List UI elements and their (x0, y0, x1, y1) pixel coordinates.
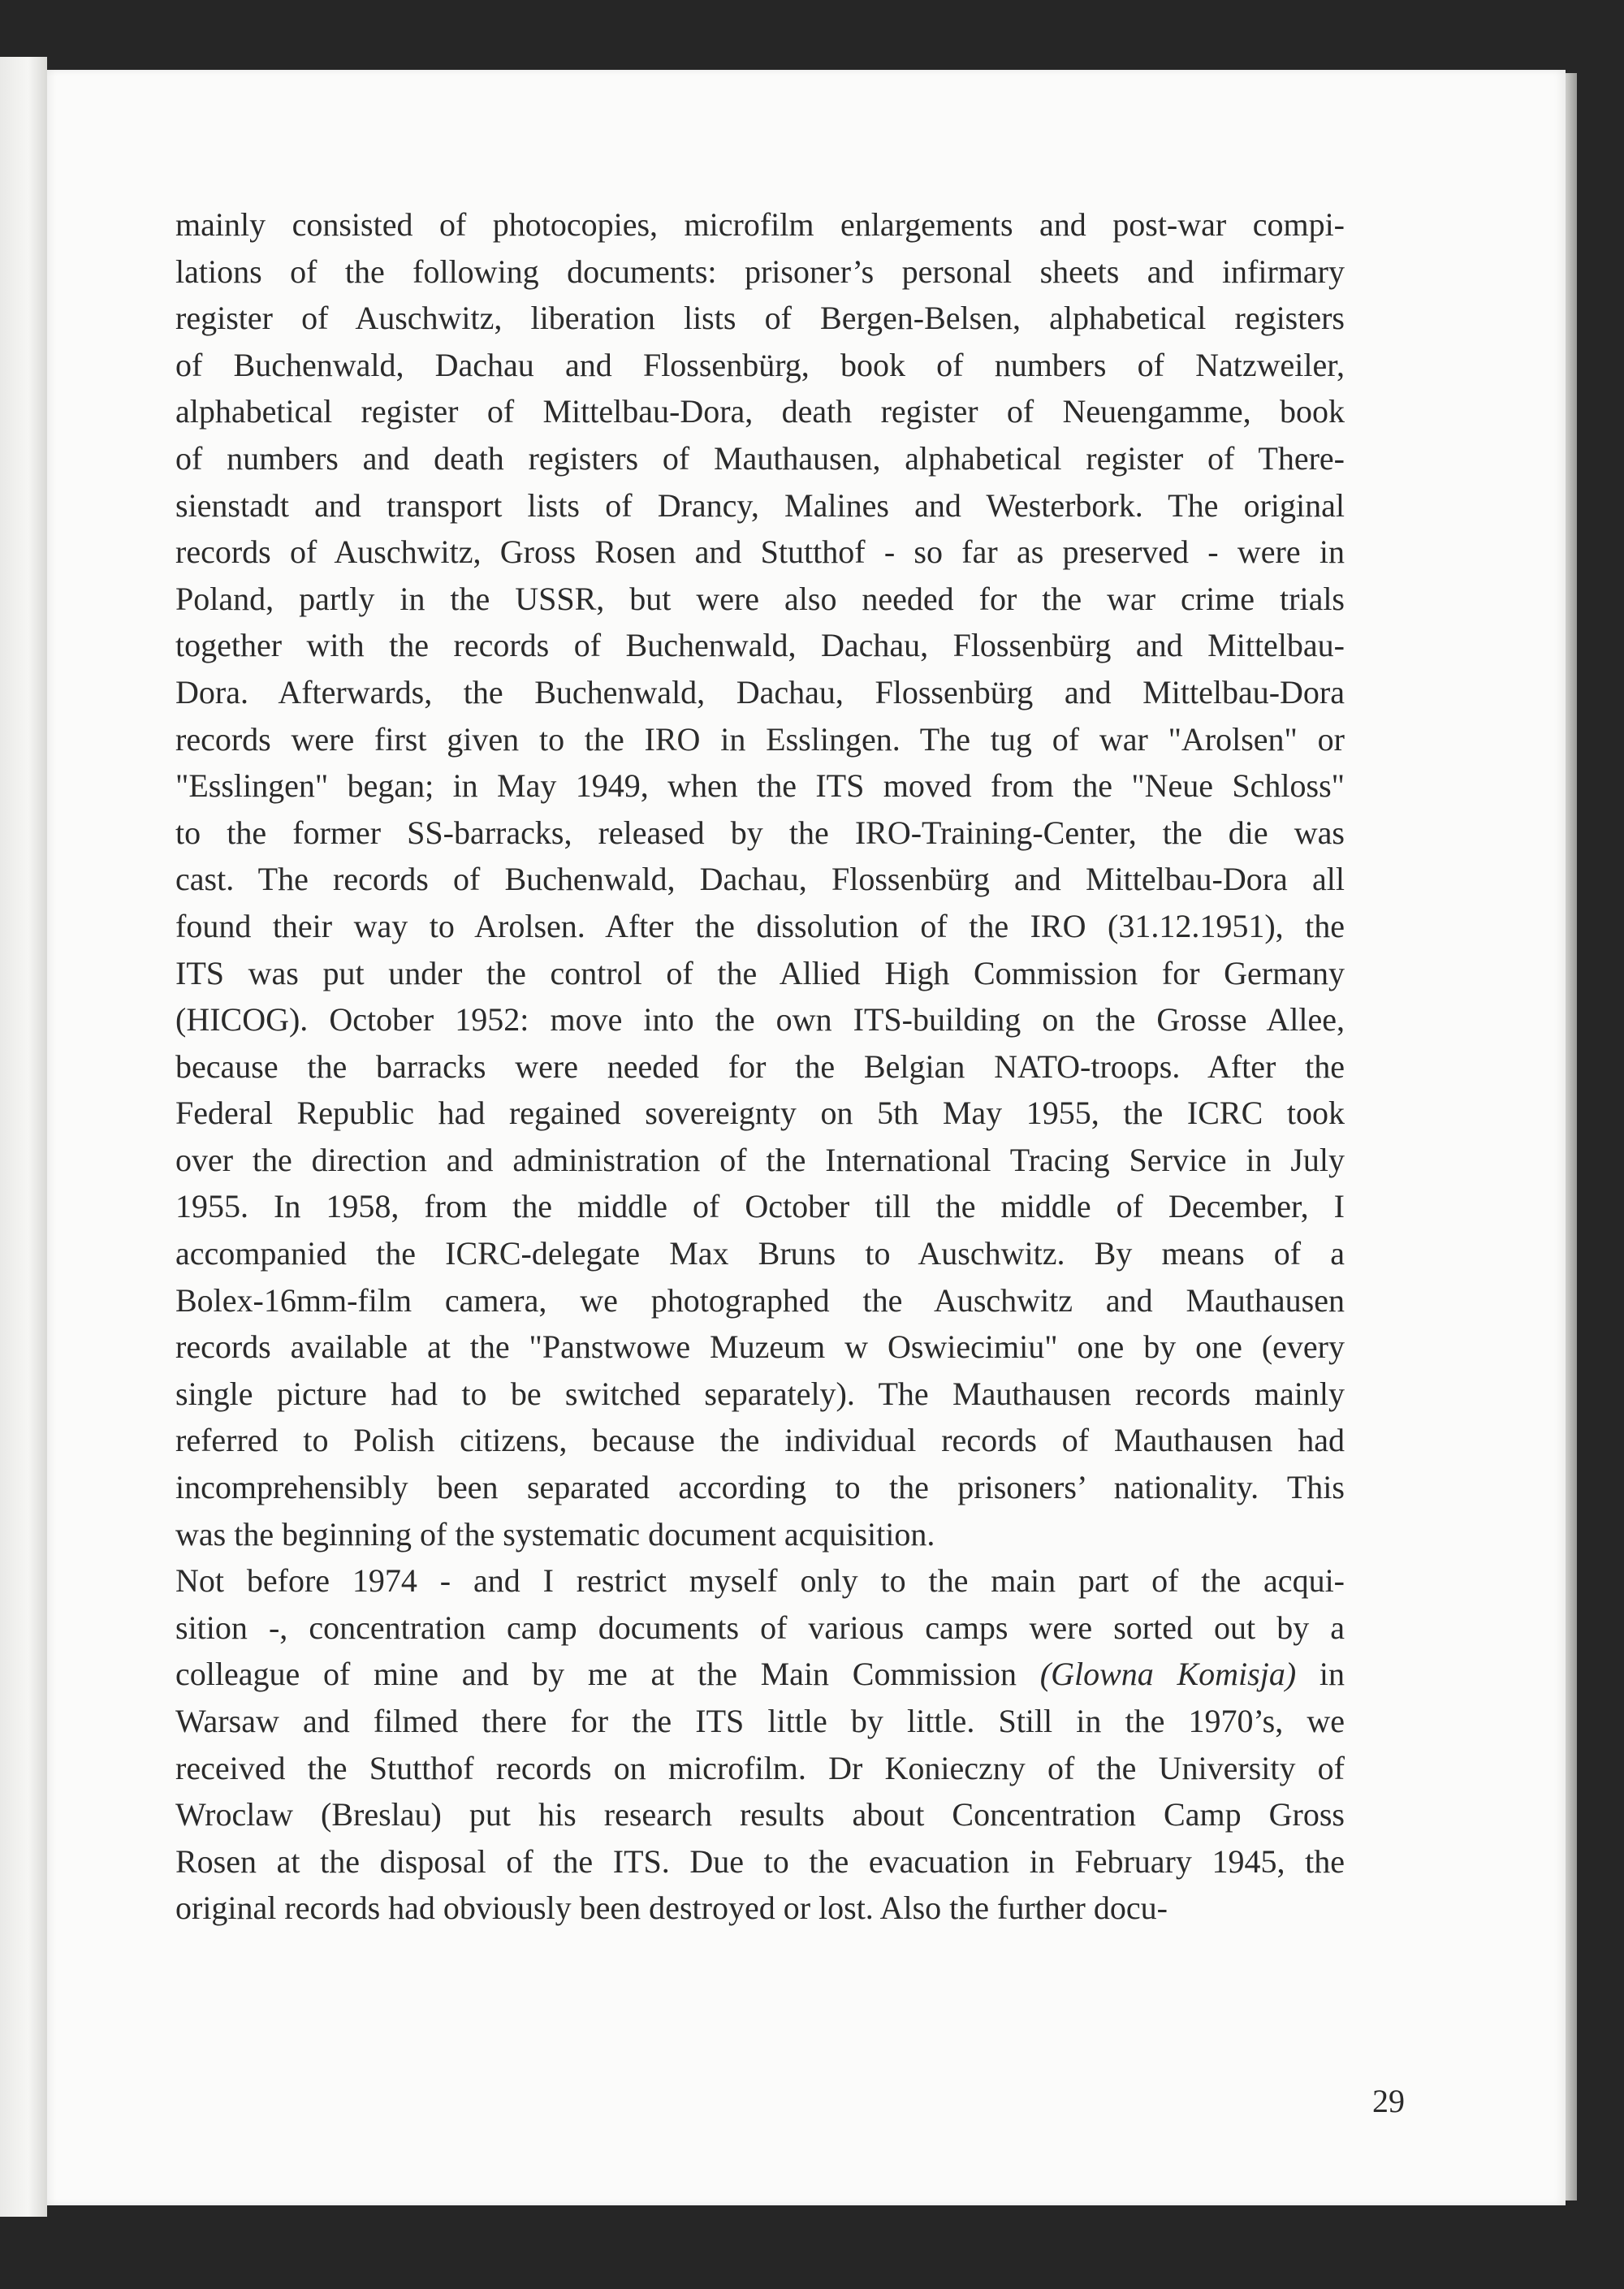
text-line: Warsaw and filmed there for the ITS little by little. Still in the 1970’s, we (175, 1703, 1345, 1739)
text-line: mainly consisted of photocopies, microfilm enlargements and post-war compi- (175, 206, 1345, 243)
text-line: Wroclaw (Breslau) put his research results about Concentration Camp Gross (175, 1796, 1345, 1833)
text-line: sienstadt and transport lists of Drancy, Malines and Westerbork. The original (175, 486, 1345, 524)
text-line: to the former SS-barracks, released by the IRO-Training-Center, the die was (175, 814, 1345, 851)
text-line: alphabetical register of Mittelbau-Dora, death register of Neuengamme, book (175, 393, 1345, 430)
text-line: Rosen at the disposal of the ITS. Due to the evacuation in February 1945, the (175, 1842, 1345, 1880)
text-line: lations of the following documents: prisoner’s personal sheets and infirmary (175, 253, 1345, 290)
text-line: of Buchenwald, Dachau and Flossenbürg, book of numbers of Natzweiler, (175, 346, 1345, 383)
text-line: 1955. In 1958, from the middle of October till the middle of December, I (175, 1188, 1345, 1225)
body-text (175, 201, 1345, 1932)
paragraph-1 (175, 201, 1345, 1557)
text-line: (HICOG). October 1952: move into the own ITS-building on the Grosse Allee, (175, 1001, 1345, 1039)
text-line: colleague of mine and by me at the Main Commission (Glowna Komisja) in (175, 1656, 1345, 1693)
page-edge-shadow (1566, 73, 1577, 2200)
text-line: records of Auschwitz, Gross Rosen and Stutthof - so far as preserved - were in (175, 533, 1345, 571)
text-line: Dora. Afterwards, the Buchenwald, Dachau, Flossenbürg and Mittelbau-Dora (175, 673, 1345, 710)
text-line: received the Stutthof records on microfilm. Dr Konieczny of the University of (175, 1749, 1345, 1786)
paragraph-2 (175, 1557, 1345, 1932)
text-line: accompanied the ICRC-delegate Max Bruns to Auschwitz. By means of a (175, 1235, 1345, 1272)
text-fragment: in (1296, 1656, 1345, 1693)
text-line: Not before 1974 - and I restrict myself only to the main part of the acqui- (175, 1562, 1345, 1600)
text-line: incomprehensibly been separated according to the prisoners’ nationality. This (175, 1469, 1345, 1506)
text-line: Bolex-16mm-film camera, we photographed the Auschwitz and Mauthausen (175, 1281, 1345, 1319)
text-line: records available at the "Panstwowe Muzeum w Oswiecimiu" one by one (every (175, 1328, 1345, 1366)
text-line: found their way to Arolsen. After the dissolution of the IRO (31.12.1951), the (175, 907, 1345, 944)
text-line: sition -, concentration camp documents of various camps were sorted out by a (175, 1609, 1345, 1646)
text-line: of numbers and death registers of Mauthausen, alphabetical register of There- (175, 439, 1345, 477)
text-line: over the direction and administration of the International Tracing Service in July (175, 1141, 1345, 1178)
text-line: records were first given to the IRO in Esslingen. The tug of war "Arolsen" or (175, 720, 1345, 758)
text-line: because the barracks were needed for the Belgian NATO-troops. After the (175, 1047, 1345, 1085)
text-line: "Esslingen" began; in May 1949, when the ITS moved from the "Neue Schloss" (175, 767, 1345, 805)
text-line: together with the records of Buchenwald, Dachau, Flossenbürg and Mittelbau- (175, 627, 1345, 664)
text-line: was the beginning of the systematic document acquisition. (175, 1515, 935, 1553)
text-line: original records had obviously been destroyed or lost. Also the further docu- (175, 1890, 1168, 1927)
previous-page-edge (0, 57, 47, 2217)
text-line: cast. The records of Buchenwald, Dachau, Flossenbürg and Mittelbau-Dora all (175, 861, 1345, 898)
text-line: Poland, partly in the USSR, but were also needed for the war crime trials (175, 580, 1345, 617)
text-line: ITS was put under the control of the Allied High Commission for Germany (175, 954, 1345, 991)
text-line: referred to Polish citizens, because the individual records of Mauthausen had (175, 1422, 1345, 1459)
page-number: 29 (1372, 2083, 1405, 2119)
italic-phrase: (Glowna Komisja) (1039, 1656, 1297, 1693)
text-line: single picture had to be switched separately). The Mauthausen records mainly (175, 1375, 1345, 1412)
text-line: Federal Republic had regained sovereignty on 5th May 1955, the ICRC took (175, 1095, 1345, 1132)
text-line: register of Auschwitz, liberation lists of Bergen-Belsen, alphabetical registers (175, 300, 1345, 337)
